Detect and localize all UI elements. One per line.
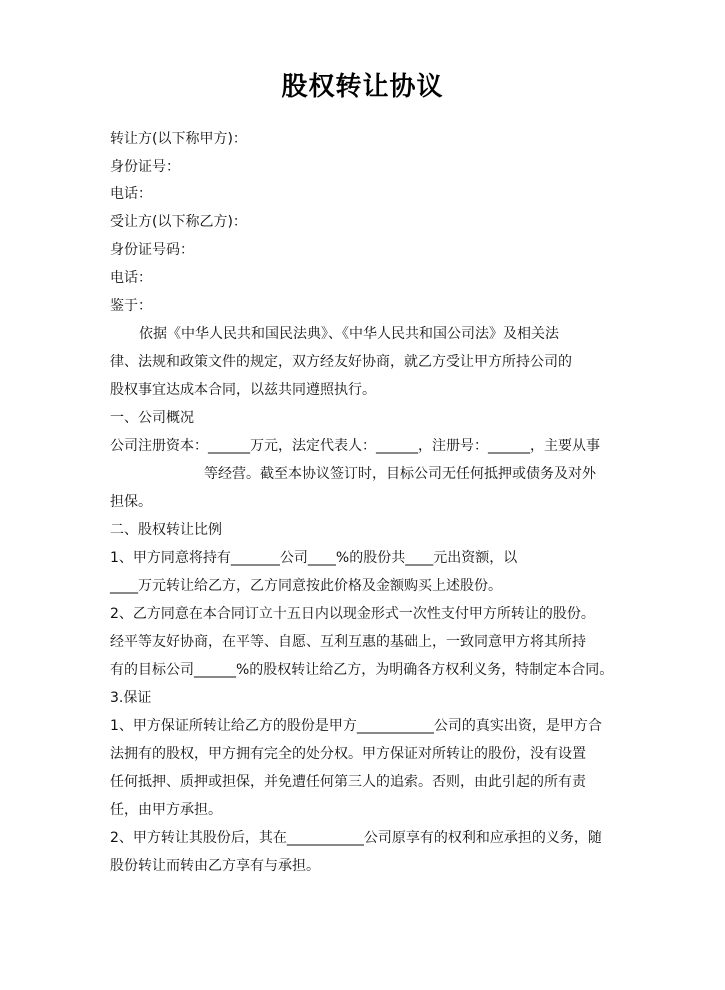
transferee-phone-line: 电话： xyxy=(110,270,152,286)
paragraph-line: 2、甲方转让其股份后，其在___________公司原享有的权利和应承担的义务，随 xyxy=(110,830,602,846)
paragraph-line: 1、甲方同意将持有_______公司____%的股份共____元出资额，以 xyxy=(110,550,518,566)
transferor-phone-line: 电话： xyxy=(110,186,152,202)
paragraph-line: 股权事宜达成本合同，以兹共同遵照执行。 xyxy=(110,382,376,398)
paragraph-line: ____万元转让给乙方，乙方同意按此价格及金额购买上述股份。 xyxy=(110,578,502,594)
paragraph-line: 法拥有的股权，甲方拥有完全的处分权。甲方保证对所转让的股份，没有设置 xyxy=(110,746,586,762)
paragraph-line: 公司注册资本：______万元，法定代表人：______，注册号：______，主要从事 xyxy=(110,438,600,454)
transferee-id-line: 身份证号码： xyxy=(110,242,194,258)
paragraph-line: 1、甲方保证所转让给乙方的股份是甲方___________公司的真实出资，是甲方合 xyxy=(110,718,602,734)
paragraph-line: 有的目标公司______%的股权转让给乙方，为明确各方权利义务，特制定本合同。 xyxy=(110,662,614,678)
paragraph-line: 依据《中华人民共和国民法典》、《中华人民共和国公司法》及相关法 xyxy=(139,326,559,342)
document-title: 股权转让协议 xyxy=(281,72,444,102)
transferee-line: 受让方(以下称乙方)： xyxy=(110,214,247,230)
paragraph-line: 律、法规和政策文件的规定，双方经友好协商，就乙方受让甲方所持公司的 xyxy=(110,354,572,370)
paragraph-line: 等经营。截至本协议签订时，目标公司无任何抵押或债务及对外 xyxy=(204,466,596,482)
paragraph-line: 担保。 xyxy=(110,494,152,510)
whereas-line: 鉴于： xyxy=(110,298,152,314)
paragraph-line: 任何抵押、质押或担保，并免遭任何第三人的追索。否则，由此引起的所有责 xyxy=(110,774,586,790)
paragraph-line: 任，由甲方承担。 xyxy=(110,802,222,818)
paragraph-line: 经平等友好协商，在平等、自愿、互利互惠的基础上，一致同意甲方将其所持 xyxy=(110,634,586,650)
section-heading: 二、股权转让比例 xyxy=(110,522,222,538)
section-heading: 3.保证 xyxy=(110,690,152,706)
paragraph-line: 2、乙方同意在本合同订立十五日内以现金形式一次性支付甲方所转让的股份。 xyxy=(110,606,595,622)
section-heading: 一、公司概况 xyxy=(110,410,194,426)
transferor-id-line: 身份证号： xyxy=(110,159,180,175)
paragraph-line: 股份转让而转由乙方享有与承担。 xyxy=(110,858,320,874)
transferor-line: 转让方(以下称甲方)： xyxy=(110,131,247,147)
